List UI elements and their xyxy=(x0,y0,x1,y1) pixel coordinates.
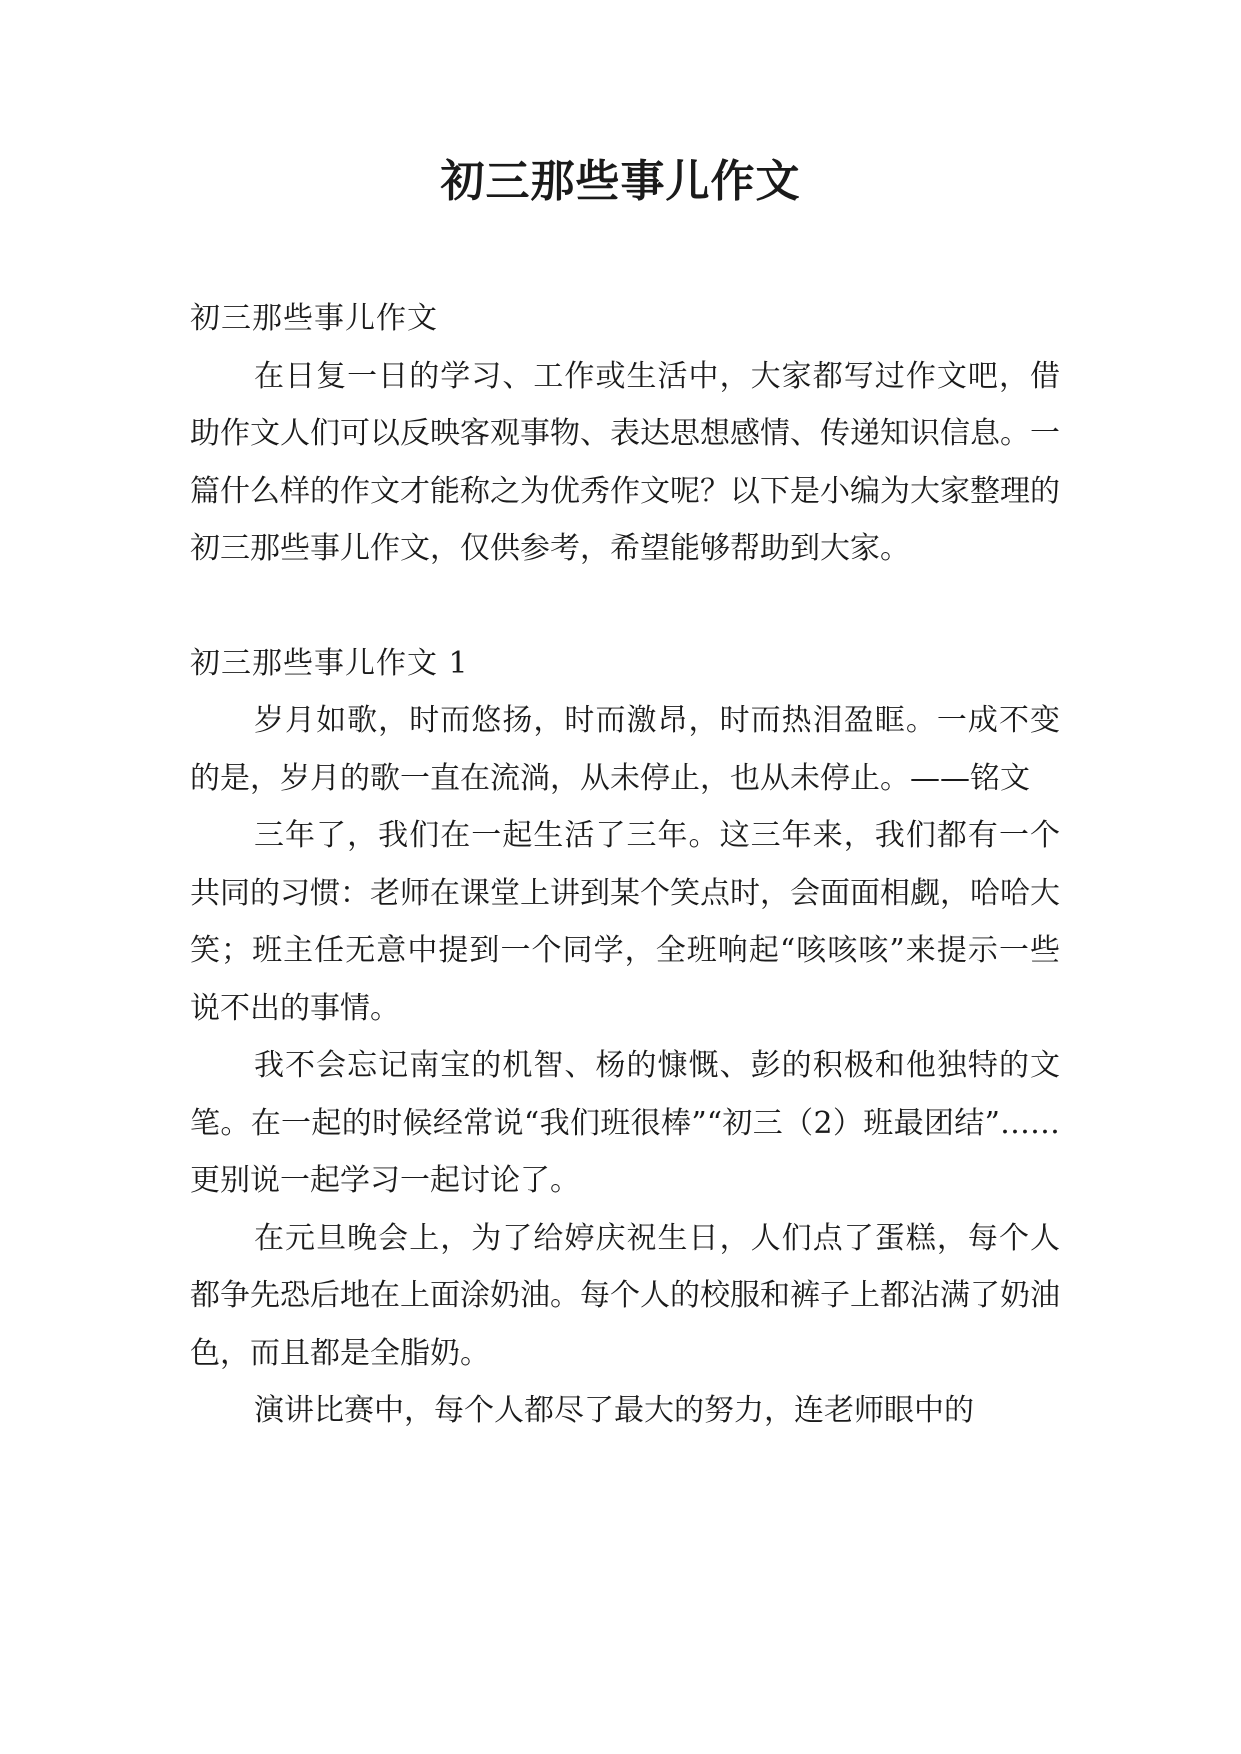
intro-paragraph: 在日复一日的学习、工作或生活中，大家都写过作文吧，借助作文人们可以反映客观事物、表达思想感情、传递知识信息。一篇什么样的作文才能称之为优秀作文呢？以下是小编为大家整理的初三那些事儿作文，仅供参考，希望能够帮助到大家。 xyxy=(190,358,1060,566)
body-paragraph: 演讲比赛中，每个人都尽了最大的努力，连老师眼中的 xyxy=(254,1393,974,1428)
document-body xyxy=(190,290,1060,1440)
document-title: 初三那些事儿作文 xyxy=(440,156,801,207)
body-paragraph: 岁月如歌，时而悠扬，时而激昂，时而热泪盈眶。一成不变的是，岁月的歌一直在流淌，从未停止，也从未停止。——铭文 xyxy=(190,703,1060,796)
document-subtitle: 初三那些事儿作文 xyxy=(190,301,438,336)
body-paragraph: 我不会忘记南宝的机智、杨的慷慨、彭的积极和他独特的文笔。在一起的时候经常说“我们班很棒”“初三（2）班最团结”……更别说一起学习一起讨论了。 xyxy=(190,1048,1060,1198)
body-paragraph: 三年了，我们在一起生活了三年。这三年来，我们都有一个共同的习惯：老师在课堂上讲到某个笑点时，会面面相觑，哈哈大笑；班主任无意中提到一个同学，全班响起“咳咳咳”来提示一些说不出的事情。 xyxy=(190,818,1060,1026)
section-heading: 初三那些事儿作文 1 xyxy=(190,645,469,681)
body-paragraph: 在元旦晚会上，为了给婷庆祝生日，人们点了蛋糕，每个人都争先恐后地在上面涂奶油。每个人的校服和裤子上都沾满了奶油色，而且都是全脂奶。 xyxy=(190,1220,1060,1371)
section-spacer xyxy=(190,578,1060,635)
